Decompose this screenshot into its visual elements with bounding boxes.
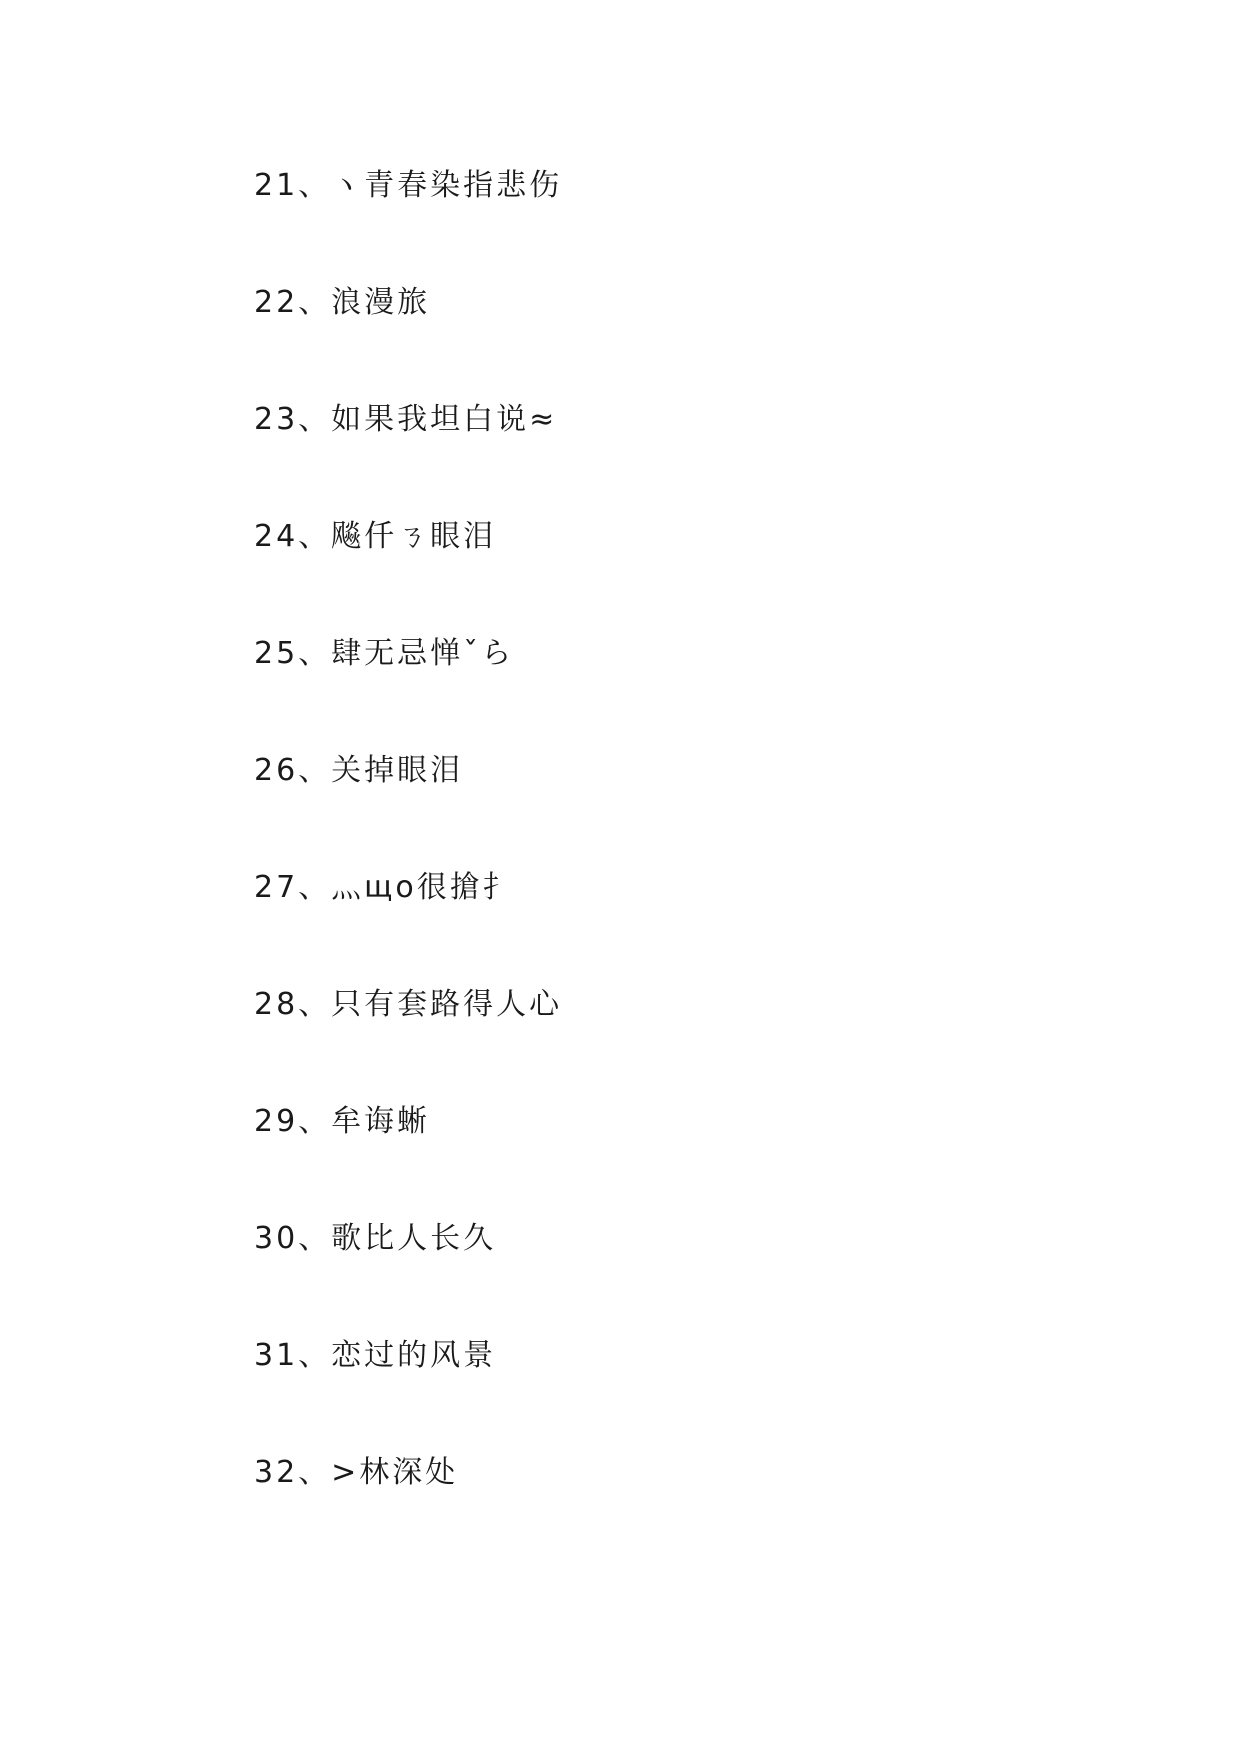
list-item: 22、浪漫旅	[254, 285, 431, 320]
list-item: 29、牟诲蜥	[254, 1104, 431, 1139]
list-item: 27、灬щο很搶扌	[254, 870, 516, 905]
list-item: 28、只有套路得人心	[254, 987, 563, 1022]
list-item: 21、ヽ青春染指悲伤	[254, 168, 563, 203]
list-item: 25、肆无忌惮ˇら	[254, 636, 515, 671]
list-item: 32、>林深处	[254, 1455, 459, 1490]
list-item: 23、如果我坦白说≈	[254, 402, 558, 437]
list-item: 31、恋过的风景	[254, 1338, 497, 1373]
list-item: 26、关掉眼泪	[254, 753, 464, 788]
list-item: 30、歌比人长久	[254, 1221, 497, 1256]
list-item: 24、飚仟ㄋ眼泪	[254, 519, 497, 554]
name-list	[254, 160, 562, 1564]
